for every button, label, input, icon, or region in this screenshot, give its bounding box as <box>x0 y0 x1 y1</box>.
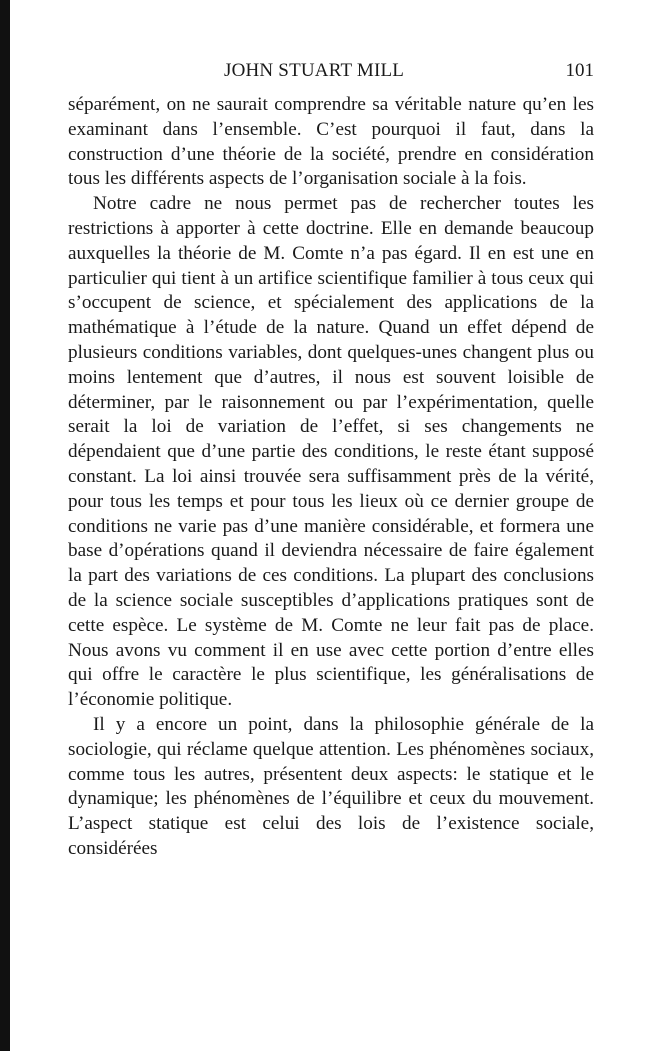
paragraph: Notre cadre ne nous permet pas de rechercher toutes les restrictions à apporter à cette doctrine. Elle en demande beaucoup auxquelles la théorie de M. Comte n’a pas égard. Il en est une en particulier qui tient à un artifice scientifique familier à tous ceux qui s’occupent de science, et spécialement des applications de la mathématique à l’étude de la nature. Quand un effet dépend de plusieurs conditions variables, dont quelques-unes changent plus ou moins lentement que d’autres, il nous est souvent loisible de déterminer, par le raisonnement ou par l’expérimentation, quelle serait la loi de variation de l’effet, si ses changements ne dépendaient que d’une partie des conditions, le reste étant supposé constant. La loi ainsi trouvée sera suffisamment près de la vérité, pour tous les temps et pour tous les lieux où ce dernier groupe de conditions ne varie pas d’une manière considérable, et formera une base d’opérations quand il deviendra nécessaire de faire également la part des variations de ces conditions. La plupart des conclusions de la science sociale susceptibles d’applications pratiques sont de cette espèce. Le système de M. Comte ne leur fait pas de place. Nous avons vu comment il en use avec cette portion d’entre elles qui offre le caractère le plus scientifique, les généralisations de l’économie politique. <box>68 193 594 711</box>
page-number: 101 <box>565 60 594 81</box>
paragraph-continued: séparément, on ne saurait comprendre sa véritable nature qu’en les examinant dans l’ensemble. C’est pourquoi il faut, dans la construction d’une théorie de la société, prendre en considération tous les différents aspects de l’organisation sociale à la fois. <box>68 94 594 190</box>
paragraph: Il y a encore un point, dans la philosophie générale de la sociologie, qui réclame quelque attention. Les phénomènes sociaux, comme tous les autres, présentent deux aspects: le statique et le dynamique; les phénomènes de l’équilibre et ceux du mouvement. L’aspect statique est celui des lois de l’existence sociale, considérées <box>68 713 594 859</box>
page-header <box>68 60 594 88</box>
binding-edge <box>0 0 10 1051</box>
page-body <box>68 93 594 862</box>
running-title: JOHN STUART MILL <box>224 60 405 81</box>
